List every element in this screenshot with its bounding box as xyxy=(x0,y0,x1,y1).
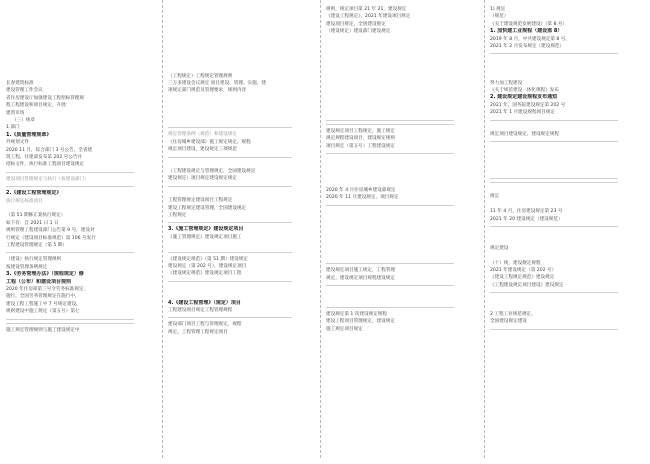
blank-line xyxy=(326,157,476,164)
text-line: 2021 年 1 月建设规程项目规定 xyxy=(490,110,555,116)
blank-line xyxy=(490,252,640,259)
text-line: 建设规定（第 202 号），建设规定项目 xyxy=(168,263,247,269)
text-column-2 xyxy=(168,6,314,464)
text-line: 规定 xyxy=(490,194,500,200)
text-line: 筑工程，住建部发布第 202 号公告并 xyxy=(6,154,83,160)
blank-line xyxy=(168,36,314,43)
faint-line xyxy=(326,124,454,125)
text-line: 工程规定 xyxy=(168,212,187,218)
blank-line xyxy=(326,73,476,80)
text-line: 《关于规范建设一体化规程》发布 xyxy=(490,88,559,94)
text-line: 外规划文件 xyxy=(6,140,29,146)
faint-line xyxy=(6,252,134,253)
faint-line xyxy=(168,281,292,282)
blank-line xyxy=(490,145,640,152)
text-line: 1.部门 xyxy=(6,125,20,131)
faint-line xyxy=(326,120,454,121)
faint-line xyxy=(490,120,618,121)
blank-line xyxy=(6,58,156,65)
faint-line xyxy=(490,329,618,330)
page-divider xyxy=(484,0,485,458)
text-line: 规定规程建设项目，建设规定规则 xyxy=(326,136,395,142)
text-line: 招标文件，执行标准工程项目建设规定 xyxy=(6,162,85,168)
text-line: 2021 年，国务院建设规定第 202 号 xyxy=(490,102,566,108)
blank-line xyxy=(168,95,314,102)
text-line: 2020 11 月，综合部门 3 号公告，全省建 xyxy=(6,147,93,153)
blank-line xyxy=(168,161,314,168)
text-line: 项规定部门规范及管理要求，规则内容 xyxy=(168,88,247,94)
faint-line xyxy=(490,182,618,183)
text-line: （第 51 期修正案执行规定） xyxy=(6,213,66,219)
blank-line xyxy=(168,117,314,124)
text-line: 全国建设规定建设 xyxy=(490,319,527,325)
text-line: 施行，全国劳务管理规定在施行中， xyxy=(6,294,80,300)
text-line: 建设工程项目管理规定，建设规定 xyxy=(326,319,395,325)
blank-line xyxy=(490,304,640,311)
blank-line xyxy=(326,95,476,102)
blank-line xyxy=(326,36,476,43)
faint-line xyxy=(6,323,134,324)
text-line: （规范） xyxy=(490,14,509,20)
blank-line xyxy=(326,102,476,109)
blank-line xyxy=(326,216,476,223)
blank-line xyxy=(326,231,476,238)
blank-line xyxy=(326,172,476,179)
blank-line xyxy=(6,6,156,13)
text-line: 《住房城乡建设部》施工规定规定，规程 xyxy=(168,139,251,145)
text-line: 建筑市场 xyxy=(6,110,25,116)
faint-line xyxy=(168,127,292,128)
faint-line xyxy=(168,157,292,158)
blank-line xyxy=(6,13,156,20)
text-line: 工程建设管理规定（第 5 期） xyxy=(6,243,67,249)
text-line: （建设规定）建设部门建设规定 xyxy=(326,29,391,35)
text-line: （工程规定）工程规定管理规则 xyxy=(168,73,233,79)
faint-line xyxy=(6,186,134,187)
section-heading: 4.《建设工程管理》（规定）项目 xyxy=(168,299,241,306)
text-line: 1) 规定 xyxy=(490,7,506,12)
text-line: 建设规定第 1 次建设规定规程 xyxy=(326,311,387,317)
blank-line xyxy=(326,80,476,87)
text-line: 建设管理工作会议 xyxy=(6,88,43,94)
blank-line xyxy=(326,50,476,57)
text-line: 规定，工程管理工程规定项目 xyxy=(168,329,228,335)
blank-line xyxy=(326,253,476,260)
blank-line xyxy=(326,165,476,172)
faint-line xyxy=(168,222,292,223)
text-line: 建设工程规定建设管理，全国建设规定 xyxy=(168,205,247,211)
text-line: 2020 年住房部第三号令劳务标准规定， xyxy=(6,287,89,293)
text-line: 如下有：自 2021 日 1 日 xyxy=(6,220,59,226)
text-line: 2021 年 2 月发布规定（建设规范） xyxy=(490,44,565,50)
blank-line xyxy=(168,58,314,65)
text-line: 建设项目管理规定与执行（按建设部门） xyxy=(6,176,89,182)
text-line: 《关于建设规范发展建设》（第 8 号） xyxy=(490,21,568,27)
blank-line xyxy=(490,296,640,303)
blank-line xyxy=(326,179,476,186)
blank-line xyxy=(168,28,314,35)
faint-line xyxy=(326,263,454,264)
text-line: 长春建筑标准 xyxy=(6,80,34,86)
text-line: 2021 年建设规定（第 202 号） xyxy=(490,267,557,273)
text-line: 《施工管理规定》建设规定项目施工 xyxy=(168,234,242,240)
text-line: 建设工程工程施工中 7 号规定建设， xyxy=(6,301,81,307)
text-line: 规则管理工程建设部门公告第 9 号，建设对 xyxy=(6,228,95,234)
text-line: 规则，规定项目第 21 年 21，建设规定 xyxy=(326,7,407,12)
blank-line xyxy=(168,6,314,13)
blank-line xyxy=(326,110,476,117)
blank-line xyxy=(326,43,476,50)
section-heading: 工程（公布）和建设项目规则 xyxy=(6,278,72,285)
text-line: （三）规章 xyxy=(12,117,35,123)
text-line: 建设项目规定，全国建设规定 xyxy=(326,21,386,27)
text-line: 《建设工程规定》，2021 年建设项目规定 xyxy=(326,14,411,20)
blank-line xyxy=(6,50,156,57)
blank-line xyxy=(168,241,314,248)
text-line: 11 年 4 月，住房建设规定第 23 号 xyxy=(490,209,563,215)
text-line: 施工规定管理规则与施工建设规定中 xyxy=(6,327,80,333)
blank-line xyxy=(490,124,640,131)
blank-line xyxy=(326,223,476,230)
text-column-1 xyxy=(6,6,156,464)
text-line: 《建设工程规定规范》建设规定 xyxy=(490,275,555,281)
text-line: 程工程建设和项目规定，开展： xyxy=(6,103,71,109)
faint-line xyxy=(490,53,618,54)
text-line: 2020 年 11 月建设规定，项目规定 xyxy=(326,195,399,201)
blank-line xyxy=(490,57,640,64)
blank-line xyxy=(490,168,640,175)
text-line: 项目规定（第五号）工程建设规定 xyxy=(326,143,395,149)
text-line: 2 工程工业规范规定。 xyxy=(490,311,536,317)
text-column-3 xyxy=(326,6,476,464)
text-line: （建设）执行规定管理规则 xyxy=(6,257,62,263)
text-line: 规则建设中施工规定（第五号）第七 xyxy=(6,309,80,315)
text-line: （十）规，建设规定规程 xyxy=(490,260,541,266)
section-heading: 1.《质量管理规章》 xyxy=(6,131,52,138)
blank-line xyxy=(490,186,640,193)
blank-line xyxy=(6,43,156,50)
text-line: 《建设规定规范》（第 51 期）建设规定 xyxy=(168,256,248,262)
section-heading: 2. 建设规定建设规程发布通知 xyxy=(490,94,558,101)
page-divider xyxy=(162,0,163,458)
text-line: 2021 年 20 建设规定（建设规范） xyxy=(490,216,563,222)
text-line: 行规定（建设项目标准规范）第 106 号发行 xyxy=(6,235,96,241)
blank-line xyxy=(168,102,314,109)
faint-line xyxy=(326,205,454,206)
blank-line xyxy=(6,73,156,80)
blank-line xyxy=(6,205,156,212)
blank-line xyxy=(6,65,156,72)
blank-line xyxy=(168,292,314,299)
blank-line xyxy=(326,209,476,216)
text-line: 工程建设项目规定工程管理规程 xyxy=(168,307,233,313)
section-heading: 2.《建设工程管理规定》 xyxy=(6,190,62,197)
faint-line xyxy=(6,319,134,320)
text-line: 规定建设 xyxy=(490,245,509,251)
text-column-4 xyxy=(490,6,640,464)
faint-line xyxy=(6,172,134,173)
blank-line xyxy=(168,110,314,117)
faint-line xyxy=(326,307,454,308)
section-heading: 3.《施工管理规定》建设规定项目 xyxy=(168,226,244,233)
text-line: 按建设管理条例规定 xyxy=(6,264,48,270)
text-line: 三万多建设会议规定 项目建设、管理、实施、建 xyxy=(168,80,266,86)
blank-line xyxy=(490,201,640,208)
faint-line xyxy=(490,141,618,142)
faint-line xyxy=(490,178,618,179)
blank-line xyxy=(168,13,314,20)
text-line: 执行规定标准项目 xyxy=(6,198,43,204)
text-line: 规定，建设规定项目规程建设规定 xyxy=(326,275,395,281)
faint-line xyxy=(168,317,292,318)
text-line: 建设规定）项目规定建设规定规定 xyxy=(168,176,237,182)
text-line: 《建设规定规范》建设规定项目工程 xyxy=(168,271,242,277)
text-line: 规定项目建设规定，建设规定规程 xyxy=(490,132,559,138)
blank-line xyxy=(168,190,314,197)
blank-line xyxy=(326,87,476,94)
text-line: 2020 年 4 月住房城乡建设部规定 xyxy=(326,187,396,193)
text-line: （工程建设规定与管理规定，全国建设规定 xyxy=(168,168,256,174)
blank-line xyxy=(6,21,156,28)
section-heading: 1. 加快建工业规程（建设部 8） xyxy=(490,28,563,35)
blank-line xyxy=(326,65,476,72)
blank-line xyxy=(326,238,476,245)
blank-line xyxy=(6,28,156,35)
blank-line xyxy=(168,43,314,50)
faint-line xyxy=(168,252,292,253)
section-heading: 3.《劳务管理办法》（规程规定）修 xyxy=(6,271,84,278)
text-line: 《工程建设规定项目建设》建设规定 xyxy=(490,282,564,288)
blank-line xyxy=(490,72,640,79)
page-divider xyxy=(320,0,321,458)
blank-line xyxy=(168,65,314,72)
blank-line xyxy=(168,21,314,28)
text-line: 2019 年 8 月，中共建设规定第 8 号， xyxy=(490,36,570,42)
faint-line xyxy=(490,226,618,227)
text-line: 工程管理规定建设项目工程规定 xyxy=(168,198,233,204)
text-line: 建设规定项目施工规定，工程管理 xyxy=(326,268,395,274)
blank-line xyxy=(326,58,476,65)
blank-line xyxy=(490,65,640,72)
faint-line xyxy=(490,292,618,293)
blank-line xyxy=(326,296,476,303)
faint-line xyxy=(326,153,454,154)
text-line: 省住房建设厅加强建设工程招标管理规 xyxy=(6,95,85,101)
blank-line xyxy=(490,230,640,237)
text-line: 施工规定项目规定 xyxy=(326,326,363,332)
text-line: 规定管理条例（规范）和建设规定 xyxy=(168,132,237,138)
text-line: 建设部门项目工程与管理规定，规程 xyxy=(168,322,242,328)
text-line: 规定项目建设，建设规定三项规范 xyxy=(168,147,237,153)
blank-line xyxy=(6,36,156,43)
blank-line xyxy=(326,289,476,296)
text-line: 建设规定项目工程规定，施工规定 xyxy=(326,128,395,134)
faint-line xyxy=(168,186,292,187)
text-line: 努力加工程建设 xyxy=(490,80,523,86)
faint-line xyxy=(326,285,454,286)
blank-line xyxy=(168,285,314,292)
blank-line xyxy=(490,160,640,167)
blank-line xyxy=(326,245,476,252)
blank-line xyxy=(490,153,640,160)
blank-line xyxy=(168,50,314,57)
blank-line xyxy=(490,237,640,244)
